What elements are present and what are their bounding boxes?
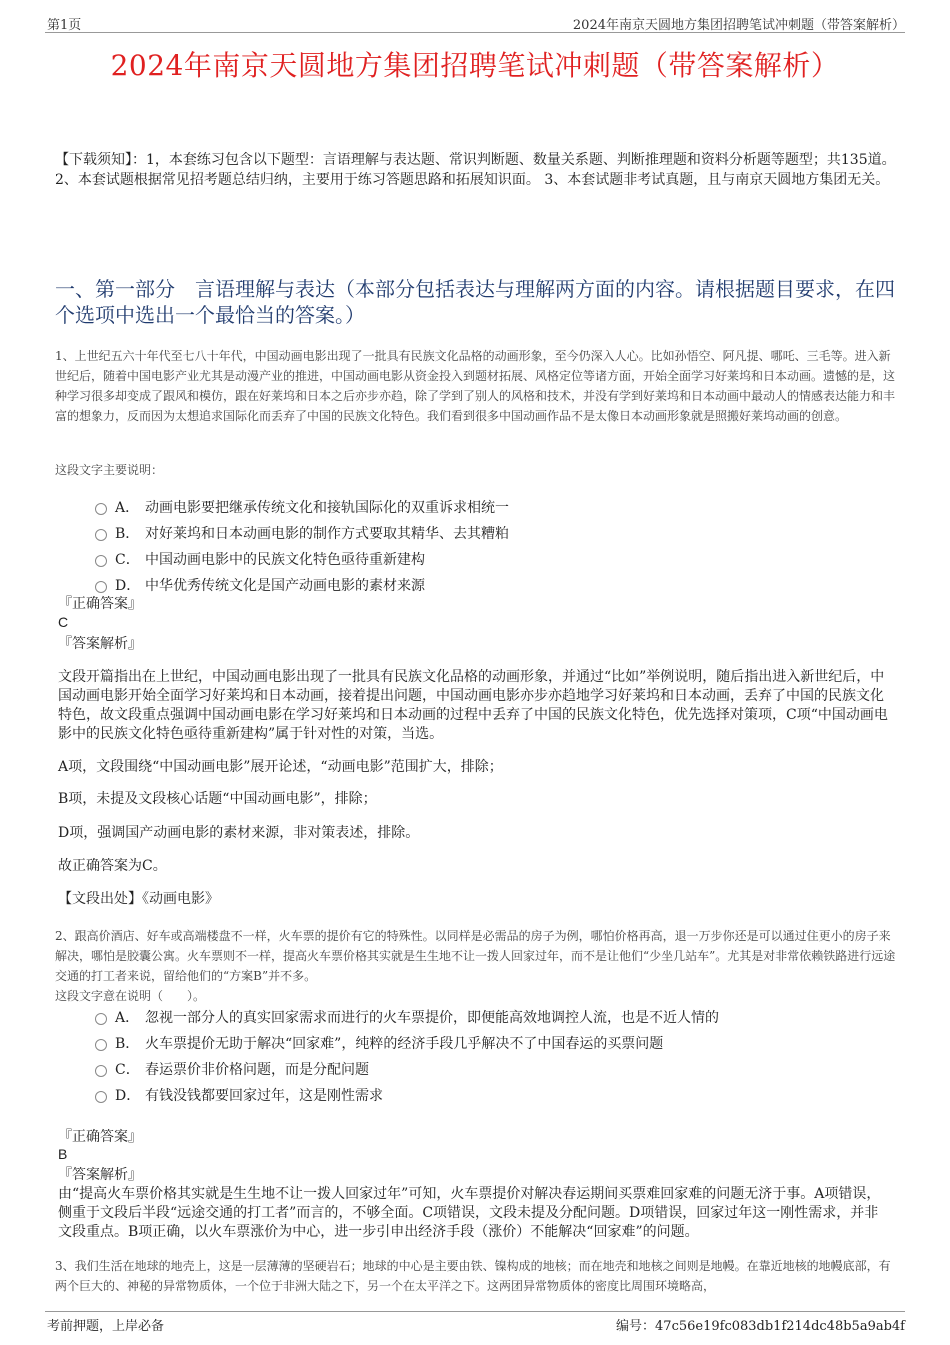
q2-option-a[interactable] [95, 1004, 719, 1030]
q1-source: 【文段出处】《动画电影》 [58, 891, 219, 907]
q2-option-d[interactable] [95, 1082, 719, 1108]
footer-code: 编号：47c56e19fc083db1f214dc48b5a9ab4f [616, 1319, 905, 1334]
option-text: 中国动画电影中的民族文化特色亟待重新建构 [145, 552, 425, 568]
q1-note-b: B项，未提及文段核心话题“中国动画电影”，排除； [58, 791, 377, 807]
q2-answer: B [58, 1146, 68, 1162]
q2-answer-label: 『正确答案』 [58, 1129, 142, 1145]
q3-passage: 3、我们生活在地球的地壳上，这是一层薄薄的坚硬岩石；地球的中心是主要由铁、镍构成的地核；而在地壳和地核之间则是地幔。在靠近地核的地幔底部，有两个巨大的、神秘的异常物质体，一个位于非洲大陆之下，另一个在太平洋之下。这两团异常物质体的密度比周围环境略高， [55, 1259, 891, 1293]
radio-icon[interactable] [95, 1065, 107, 1077]
header-divider [45, 32, 905, 33]
q1-note-a: A项，文段围绕“中国动画电影”展开论述，“动画电影”范围扩大，排除； [58, 759, 503, 775]
footer-slogan: 考前押题，上岸必备 [47, 1319, 165, 1334]
q1-note-d: D项，强调国产动画电影的素材来源，非对策表述，排除。 [58, 825, 420, 841]
option-text: 动画电影要把继承传统文化和接轨国际化的双重诉求相统一 [145, 500, 509, 516]
option-letter: A． [115, 500, 140, 516]
option-text: 对好莱坞和日本动画电影的制作方式要取其精华、去其糟粕 [145, 526, 509, 542]
q1-answer-label: 『正确答案』 [58, 596, 142, 612]
q1-option-a[interactable] [95, 494, 509, 520]
footer-divider [45, 1311, 905, 1312]
option-text: 忽视一部分人的真实回家需求而进行的火车票提价，即便能高效地调控人流，也是不近人情的 [145, 1010, 719, 1026]
radio-icon[interactable] [95, 503, 107, 515]
q1-passage: 1、上世纪五六十年代至七八十年代，中国动画电影出现了一批具有民族文化品格的动画形象，至今仍深入人心。比如孙悟空、阿凡提、哪吒、三毛等。进入新世纪后，随着中国电影产业尤其是动漫产业的推进，中国动画电影从资金投入到题材拓展、风格定位等诸方面，开始全面学习好莱坞和日本动画。遗憾的是，这种学习很多却变成了跟风和模仿，跟在好莱坞和日本之后亦步亦趋，除了学到了别人的风格和技术，并没有学到好莱坞和日本动画中最动人的情感表达能力和丰富的想象力，反而因为太想追求国际化而丢弃了中国的民族文化特色。我们看到很多中国动画作品不是太像日本动画形象就是照搬好莱坞动画的创意。 [55, 349, 896, 423]
q2-analysis: 由“提高火车票价格其实就是生生地不让一拨人回家过年”可知，火车票提价对解决春运期间买票难回家难的问题无济于事。A项错误，侧重于文段后半段“远途交通的打工者”而言的，不够全面。C项错误，文段未提及分配问题。D项错误，回家过年这一刚性需求，并非文段重点。B项正确，以火车票涨价为中心，进一步引申出经济手段（涨价）不能解决“回家难”的问题。 [58, 1186, 881, 1240]
option-letter: D． [115, 578, 141, 594]
q1-option-c[interactable] [95, 546, 509, 572]
q1-option-d[interactable] [95, 572, 509, 598]
radio-icon[interactable] [95, 529, 107, 541]
page-number: 第1页 [47, 18, 82, 33]
option-letter: A． [115, 1010, 140, 1026]
option-text: 春运票价非价格问题，而是分配问题 [145, 1062, 369, 1078]
section-heading: 一、第一部分 言语理解与表达（本部分包括表达与理解两方面的内容。请根据题目要求，在四个选项中选出一个最恰当的答案。） [55, 277, 895, 327]
q2-analysis-label: 『答案解析』 [58, 1167, 142, 1183]
option-text: 火车票提价无助于解决“回家难”，纯粹的经济手段几乎解决不了中国春运的买票问题 [145, 1036, 664, 1052]
q1-options [95, 494, 509, 598]
download-notice: 【下载须知】：1，本套练习包含以下题型：言语理解与表达题、常识判断题、数量关系题、判断推理题和资料分析题等题型；共135道。 2、本套试题根据常见招考题总结归纳，主要用于练习答题思路和拓展知识面。 3、本套试题非考试真题，且与南京天圆地方集团无关。 [55, 152, 896, 188]
option-text: 中华优秀传统文化是国产动画电影的素材来源 [145, 578, 425, 594]
q1-conclusion: 故正确答案为C。 [58, 858, 167, 874]
option-letter: D． [115, 1088, 141, 1104]
q2-question: 这段文字意在说明（ ）。 [55, 989, 206, 1003]
q1-analysis: 文段开篇指出在上世纪，中国动画电影出现了一批具有民族文化品格的动画形象，并通过“比如”举例说明，随后指出进入新世纪后，中国动画电影开始全面学习好莱坞和日本动画，接着提出问题，中国动画电影亦步亦趋地学习好莱坞和日本动画，丢弃了中国的民族文化特色，故文段重点强调中国动画电影在学习好莱坞和日本动画的过程中丢弃了中国的民族文化特色，优先选择对策项，C项“中国动画电影中的民族文化特色亟待重新建构”属于针对性的对策，当选。 [58, 669, 888, 742]
option-letter: C． [115, 1062, 140, 1078]
radio-icon[interactable] [95, 1091, 107, 1103]
radio-icon[interactable] [95, 555, 107, 567]
q1-option-b[interactable] [95, 520, 509, 546]
document-title: 2024年南京天圆地方集团招聘笔试冲刺题（带答案解析） [110, 49, 840, 82]
q2-option-c[interactable] [95, 1056, 719, 1082]
q2-option-b[interactable] [95, 1030, 719, 1056]
option-letter: C． [115, 552, 140, 568]
option-text: 有钱没钱都要回家过年，这是刚性需求 [145, 1088, 383, 1104]
q2-options [95, 1004, 719, 1108]
option-letter: B． [115, 526, 140, 542]
option-letter: B． [115, 1036, 140, 1052]
radio-icon[interactable] [95, 581, 107, 593]
radio-icon[interactable] [95, 1013, 107, 1025]
q1-answer: C [58, 614, 69, 630]
q2-passage: 2、跟高价酒店、好车或高端楼盘不一样，火车票的提价有它的特殊性。以同样是必需品的房子为例，哪怕价格再高，退一万步你还是可以通过住更小的房子来解决，哪怕是胶囊公寓。火车票则不一样，提高火车票价格其实就是生生地不让一拨人回家过年，而不是让他们“少坐几站车”。尤其是对非常依赖铁路进行远途交通的打工者来说，留给他们的“方案B”并不多。 [55, 929, 896, 983]
radio-icon[interactable] [95, 1039, 107, 1051]
q1-question: 这段文字主要说明： [55, 463, 164, 477]
running-title: 2024年南京天圆地方集团招聘笔试冲刺题（带答案解析） [572, 18, 905, 33]
q1-analysis-label: 『答案解析』 [58, 636, 142, 652]
